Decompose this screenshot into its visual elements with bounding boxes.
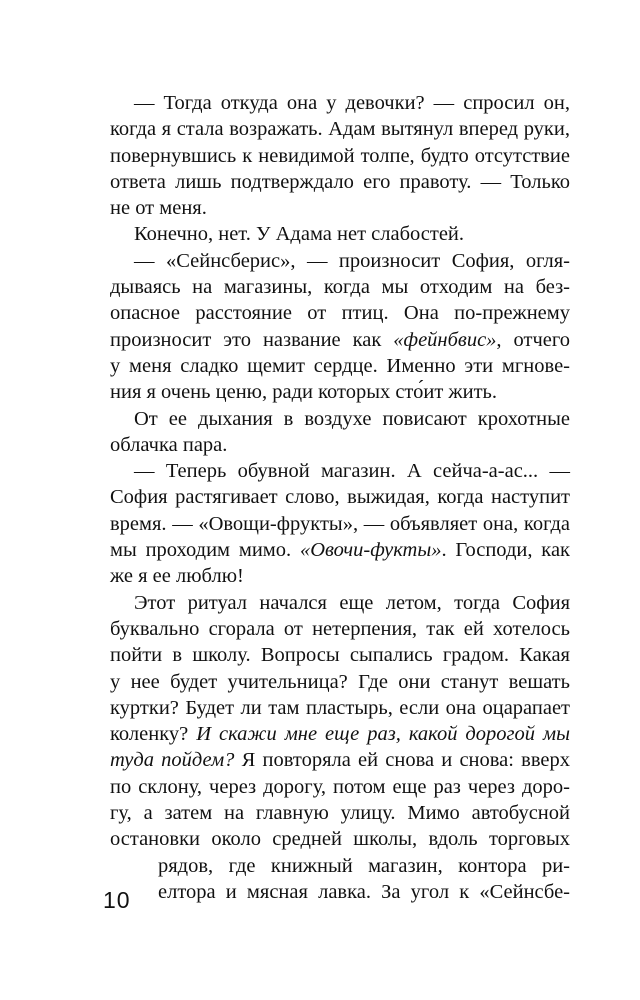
text-span: опасное расстояние от птиц. Она по-прежнему <box>110 302 570 325</box>
text-line <box>110 353 570 379</box>
italic-text: «Овочи-фукты» <box>299 539 442 562</box>
text-span: остановки около средней школы, вдоль торговых <box>110 828 570 851</box>
text-line <box>110 537 570 563</box>
text-line <box>110 774 570 800</box>
text-span: у меня сладко щемит сердце. Именно эти мгнове- <box>110 354 570 377</box>
text-span: пойти в школу. Вопросы сыпались градом. Какая <box>110 644 570 667</box>
text-span: — Тогда откуда она у девочки? — спросил он, <box>134 92 570 114</box>
text-span: дываясь на магазины, когда мы отходим на без- <box>110 276 570 299</box>
text-span: ответа лишь подтверждало его правоту. — Только <box>110 170 570 193</box>
text-span: елтора и мясная лавка. За угол к «Сейнсбе- <box>158 880 570 903</box>
body-text <box>110 90 570 905</box>
text-line <box>110 563 570 589</box>
text-line <box>110 511 570 537</box>
text-line <box>110 169 570 195</box>
text-line <box>110 274 570 300</box>
text-line <box>110 300 570 326</box>
text-line <box>110 327 570 353</box>
text-span: когда я стала возражать. Адам вытянул вперед руки, <box>110 118 570 141</box>
text-line <box>110 90 570 116</box>
text-line <box>110 484 570 510</box>
text-span: ния я очень ценю, ради которых сто́ит жить. <box>110 381 497 404</box>
text-span: произносит это название как <box>110 328 394 351</box>
text-span: . Господи, как <box>441 539 571 562</box>
text-span: гу, а затем на главную улицу. Мимо автобусной <box>110 802 570 825</box>
text-line <box>110 458 570 484</box>
text-span: Я повторяла ей снова и снова: вверх <box>234 749 570 772</box>
text-line <box>110 800 570 826</box>
text-span: же я ее люблю! <box>110 565 244 588</box>
text-span: время. — «Овощи-фрукты», — объявляет она, когда <box>110 512 570 535</box>
text-span: куртки? Будет ли там пластырь, если она оцарапает <box>110 696 570 719</box>
text-line <box>110 721 570 747</box>
text-line <box>110 879 570 905</box>
text-line <box>110 221 570 247</box>
text-span: — Теперь обувной магазин. А сейча-а-ас... — <box>134 460 570 483</box>
text-span: буквально сгорала от нетерпения, так ей хотелось <box>110 617 570 640</box>
text-line <box>110 826 570 852</box>
text-line <box>110 590 570 616</box>
italic-text: И скажи мне еще раз, какой дорогой мы <box>196 723 570 746</box>
text-line <box>110 669 570 695</box>
text-line <box>110 116 570 142</box>
page-number: 10 <box>103 887 131 913</box>
text-span: — «Сейнсберис», — произносит София, огля- <box>134 249 570 272</box>
text-line <box>110 248 570 274</box>
text-line <box>110 379 570 405</box>
text-span: От ее дыхания в воздухе повисают крохотные <box>134 407 570 430</box>
text-span: , отчего <box>496 328 570 351</box>
text-span: Конечно, нет. У Адама нет слабостей. <box>134 223 465 246</box>
text-span: не от меня. <box>110 197 207 220</box>
text-line <box>110 695 570 721</box>
italic-text: туда пойдем? <box>110 749 235 772</box>
text-line <box>110 432 570 458</box>
text-span: по склону, через дорогу, потом еще раз через доро- <box>110 775 570 798</box>
text-line <box>110 143 570 169</box>
text-span: повернувшись к невидимой толпе, будто отсутствие <box>110 144 570 167</box>
text-span: София растягивает слово, выжидая, когда наступит <box>110 486 570 509</box>
italic-text: «фейнбвис» <box>393 328 497 351</box>
text-line <box>110 747 570 773</box>
text-line <box>110 195 570 221</box>
text-span: мы проходим мимо. <box>110 539 300 562</box>
text-line <box>110 853 570 879</box>
text-span: облачка пара. <box>110 433 228 456</box>
text-span: Этот ритуал начался еще летом, тогда София <box>134 591 570 614</box>
text-line <box>110 616 570 642</box>
text-line <box>110 406 570 432</box>
text-span: рядов, где книжный магазин, контора ри- <box>158 854 570 877</box>
text-span: коленку? <box>110 723 197 746</box>
text-span: у нее будет учительница? Где они станут вешать <box>110 670 570 693</box>
text-line <box>110 642 570 668</box>
